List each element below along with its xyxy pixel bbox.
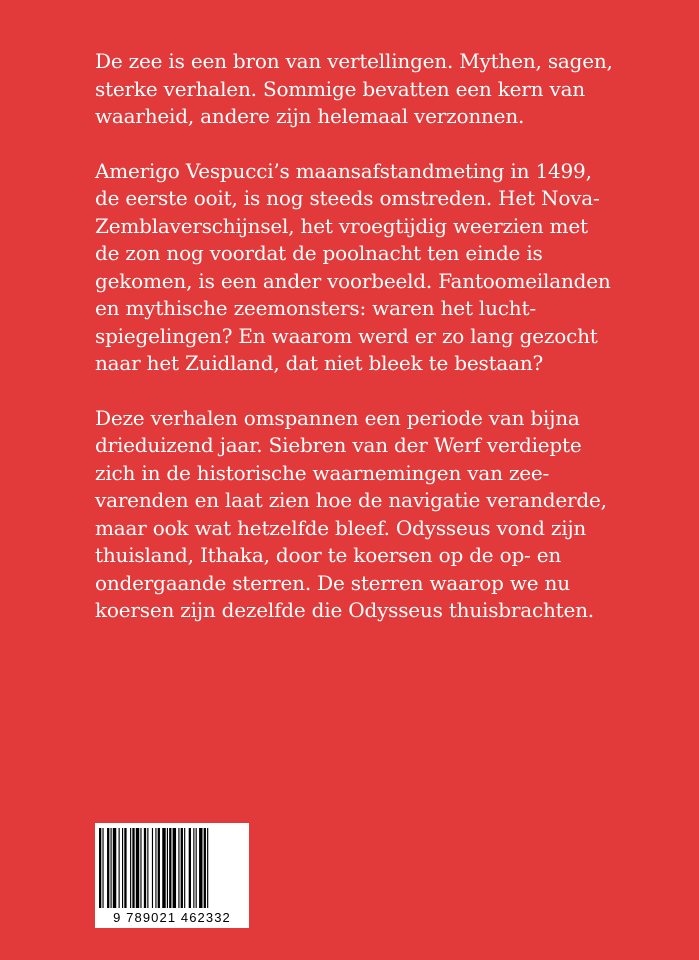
paragraph-2 <box>95 158 695 378</box>
barcode-bar <box>130 828 131 908</box>
text-line: Zemblaverschijnsel, het vroegtijdig weerzien met <box>95 213 588 238</box>
text-line: maar ook wat hetzelfde bleef. Odysseus vond zijn <box>95 515 587 540</box>
barcode-bar <box>173 828 176 908</box>
barcode-bar <box>181 828 183 908</box>
barcode-bar <box>169 828 171 908</box>
barcode-bar <box>193 828 194 908</box>
text-line: waarheid, andere zijn helemaal verzonnen. <box>95 104 525 128</box>
barcode-bar <box>199 828 202 908</box>
barcode-bar <box>162 828 165 908</box>
barcode-bar <box>136 828 139 908</box>
barcode-bar <box>155 828 156 908</box>
barcode-bar <box>152 828 153 908</box>
barcode-bar <box>158 828 160 908</box>
barcode-bar <box>140 828 141 908</box>
text-line: drieduizend jaar. Siebren van der Werf verdiepte <box>95 433 582 457</box>
barcode-bar <box>147 828 148 908</box>
text-line: sterke verhalen. Sommige bevatten een kern van <box>95 76 585 101</box>
paragraph-3 <box>95 405 695 625</box>
text-line: koersen zijn dezelfde die Odysseus thuisbrachten. <box>95 598 594 622</box>
barcode-bar <box>178 828 179 908</box>
barcode-bar <box>207 828 208 908</box>
blurb-text <box>95 48 695 652</box>
text-line: ondergaande sterren. De sterren waarop we nu <box>95 570 570 595</box>
text-line: Deze verhalen omspannen een periode van bijna <box>95 405 580 430</box>
barcode-bar <box>107 828 109 908</box>
text-line: de eerste ooit, is nog steeds omstreden. Het Nova- <box>95 186 600 210</box>
text-line: spiegelingen? En waarom werd er zo lang gezocht <box>95 323 598 348</box>
barcode-bars <box>99 828 245 908</box>
barcode-bar <box>132 828 134 908</box>
barcode-bar <box>184 828 185 908</box>
text-line: en mythische zeemonsters: waren het lucht- <box>95 296 536 320</box>
paragraph-1 <box>95 48 695 131</box>
barcode-bar <box>113 828 116 908</box>
text-line: gekomen, is een ander voorbeeld. Fantoomeilanden <box>95 268 611 293</box>
barcode-bar <box>119 828 120 908</box>
barcode-bar <box>189 828 191 908</box>
isbn-number: 9 789021 462332 <box>113 910 231 925</box>
text-line: naar het Zuidland, dat niet bleek te bestaan? <box>95 351 544 375</box>
text-line: de zon nog voordat de poolnacht ten einde is <box>95 241 543 265</box>
text-line: zich in de historische waarnemingen van zee- <box>95 460 550 485</box>
barcode-bar <box>196 828 197 908</box>
barcode-bar <box>167 828 168 908</box>
text-line: varenden en laat zien hoe de navigatie veranderde, <box>95 488 607 512</box>
barcode-bar <box>144 828 146 908</box>
text-line: Amerigo Vespucci’s maansafstandmeting in 1499, <box>95 158 592 183</box>
barcode-bar <box>122 828 123 908</box>
text-line: thuisland, Ithaka, door te koersen op de op- en <box>95 543 562 567</box>
barcode-bar <box>102 828 103 908</box>
barcode-bar <box>204 828 206 908</box>
barcode-bar <box>99 828 101 908</box>
isbn-barcode <box>95 823 249 928</box>
barcode-bar <box>124 828 126 908</box>
barcode-bar <box>111 828 112 908</box>
text-line: De zee is een bron van vertellingen. Mythen, sagen, <box>95 49 613 73</box>
